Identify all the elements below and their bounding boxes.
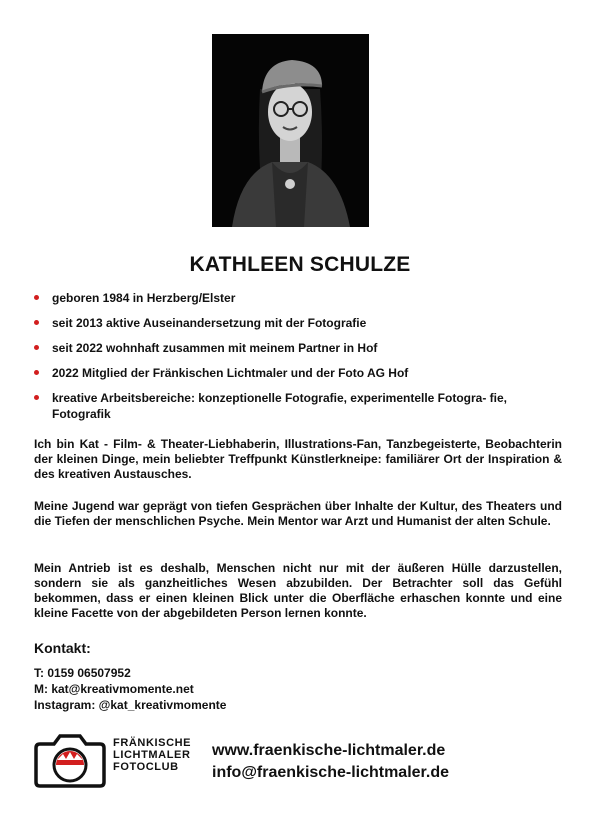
list-item: 2022 Mitglied der Fränkischen Lichtmaler und der Foto AG Hof [34,365,554,381]
facts-list [34,290,554,431]
list-item: seit 2013 aktive Auseinandersetzung mit der Fotografie [34,315,554,331]
bullet-dot-icon [34,295,39,300]
instagram-line: Instagram: @kat_kreativmomente [34,698,227,712]
contact-heading: Kontakt: [34,640,91,656]
list-item: kreative Arbeitsbereiche: konzeptionelle Fotografie, experimentelle Fotogra- fie, Fotografik [34,390,522,422]
list-item: geboren 1984 in Herzberg/Elster [34,290,554,306]
email-link[interactable]: info@fraenkische-lichtmaler.de [212,764,450,781]
phone-line: T: 0159 06507952 [34,666,131,680]
contact-block [34,665,226,713]
list-item: seit 2022 wohnhaft zusammen mit meinem Partner in Hof [34,340,554,356]
camera-logo-icon [34,730,106,790]
portrait-photo [212,34,369,227]
bullet-dot-icon [34,370,39,375]
bullet-dot-icon [34,320,39,325]
person-name: KATHLEEN SCHULZE [189,253,411,276]
mail-line: M: kat@kreativmomente.net [34,682,194,696]
bullet-dot-icon [34,345,39,350]
club-name: FRÄNKISCHE LICHTMALER FOTOCLUB [113,737,192,773]
footer-links [212,740,449,784]
bullet-dot-icon [34,395,39,400]
website-link[interactable]: www.fraenkische-lichtmaler.de [212,742,446,759]
bio-paragraph-1: Ich bin Kat - Film- & Theater-Liebhaberin, Illustrations-Fan, Tanzbegeisterte, Beobachterin der kleinen Dinge, mein beliebter Treffpunkt Künstlerkneipe: familiärer Ort der Inspiration & des kreativen Austausches. [34,437,562,481]
bio-paragraph-2: Meine Jugend war geprägt von tiefen Gesprächen über Inhalte der Kultur, des Theaters und die Tiefen der menschlichen Psyche. Mein Mentor war Arzt und Humanist der alten Schule. [34,499,562,528]
bio-paragraph-3: Mein Antrieb ist es deshalb, Menschen nicht nur mit der äußeren Hülle darzustellen, sondern sie als ganzheitliches Wesen abzubilden. Der Betrachter soll das Gefühl bekommen, dass er einen kleinen Blick unter die Oberfläche erhaschen konnte und eine kleine Facette von der abgebildeten Person lernen konnte. [34,561,562,620]
